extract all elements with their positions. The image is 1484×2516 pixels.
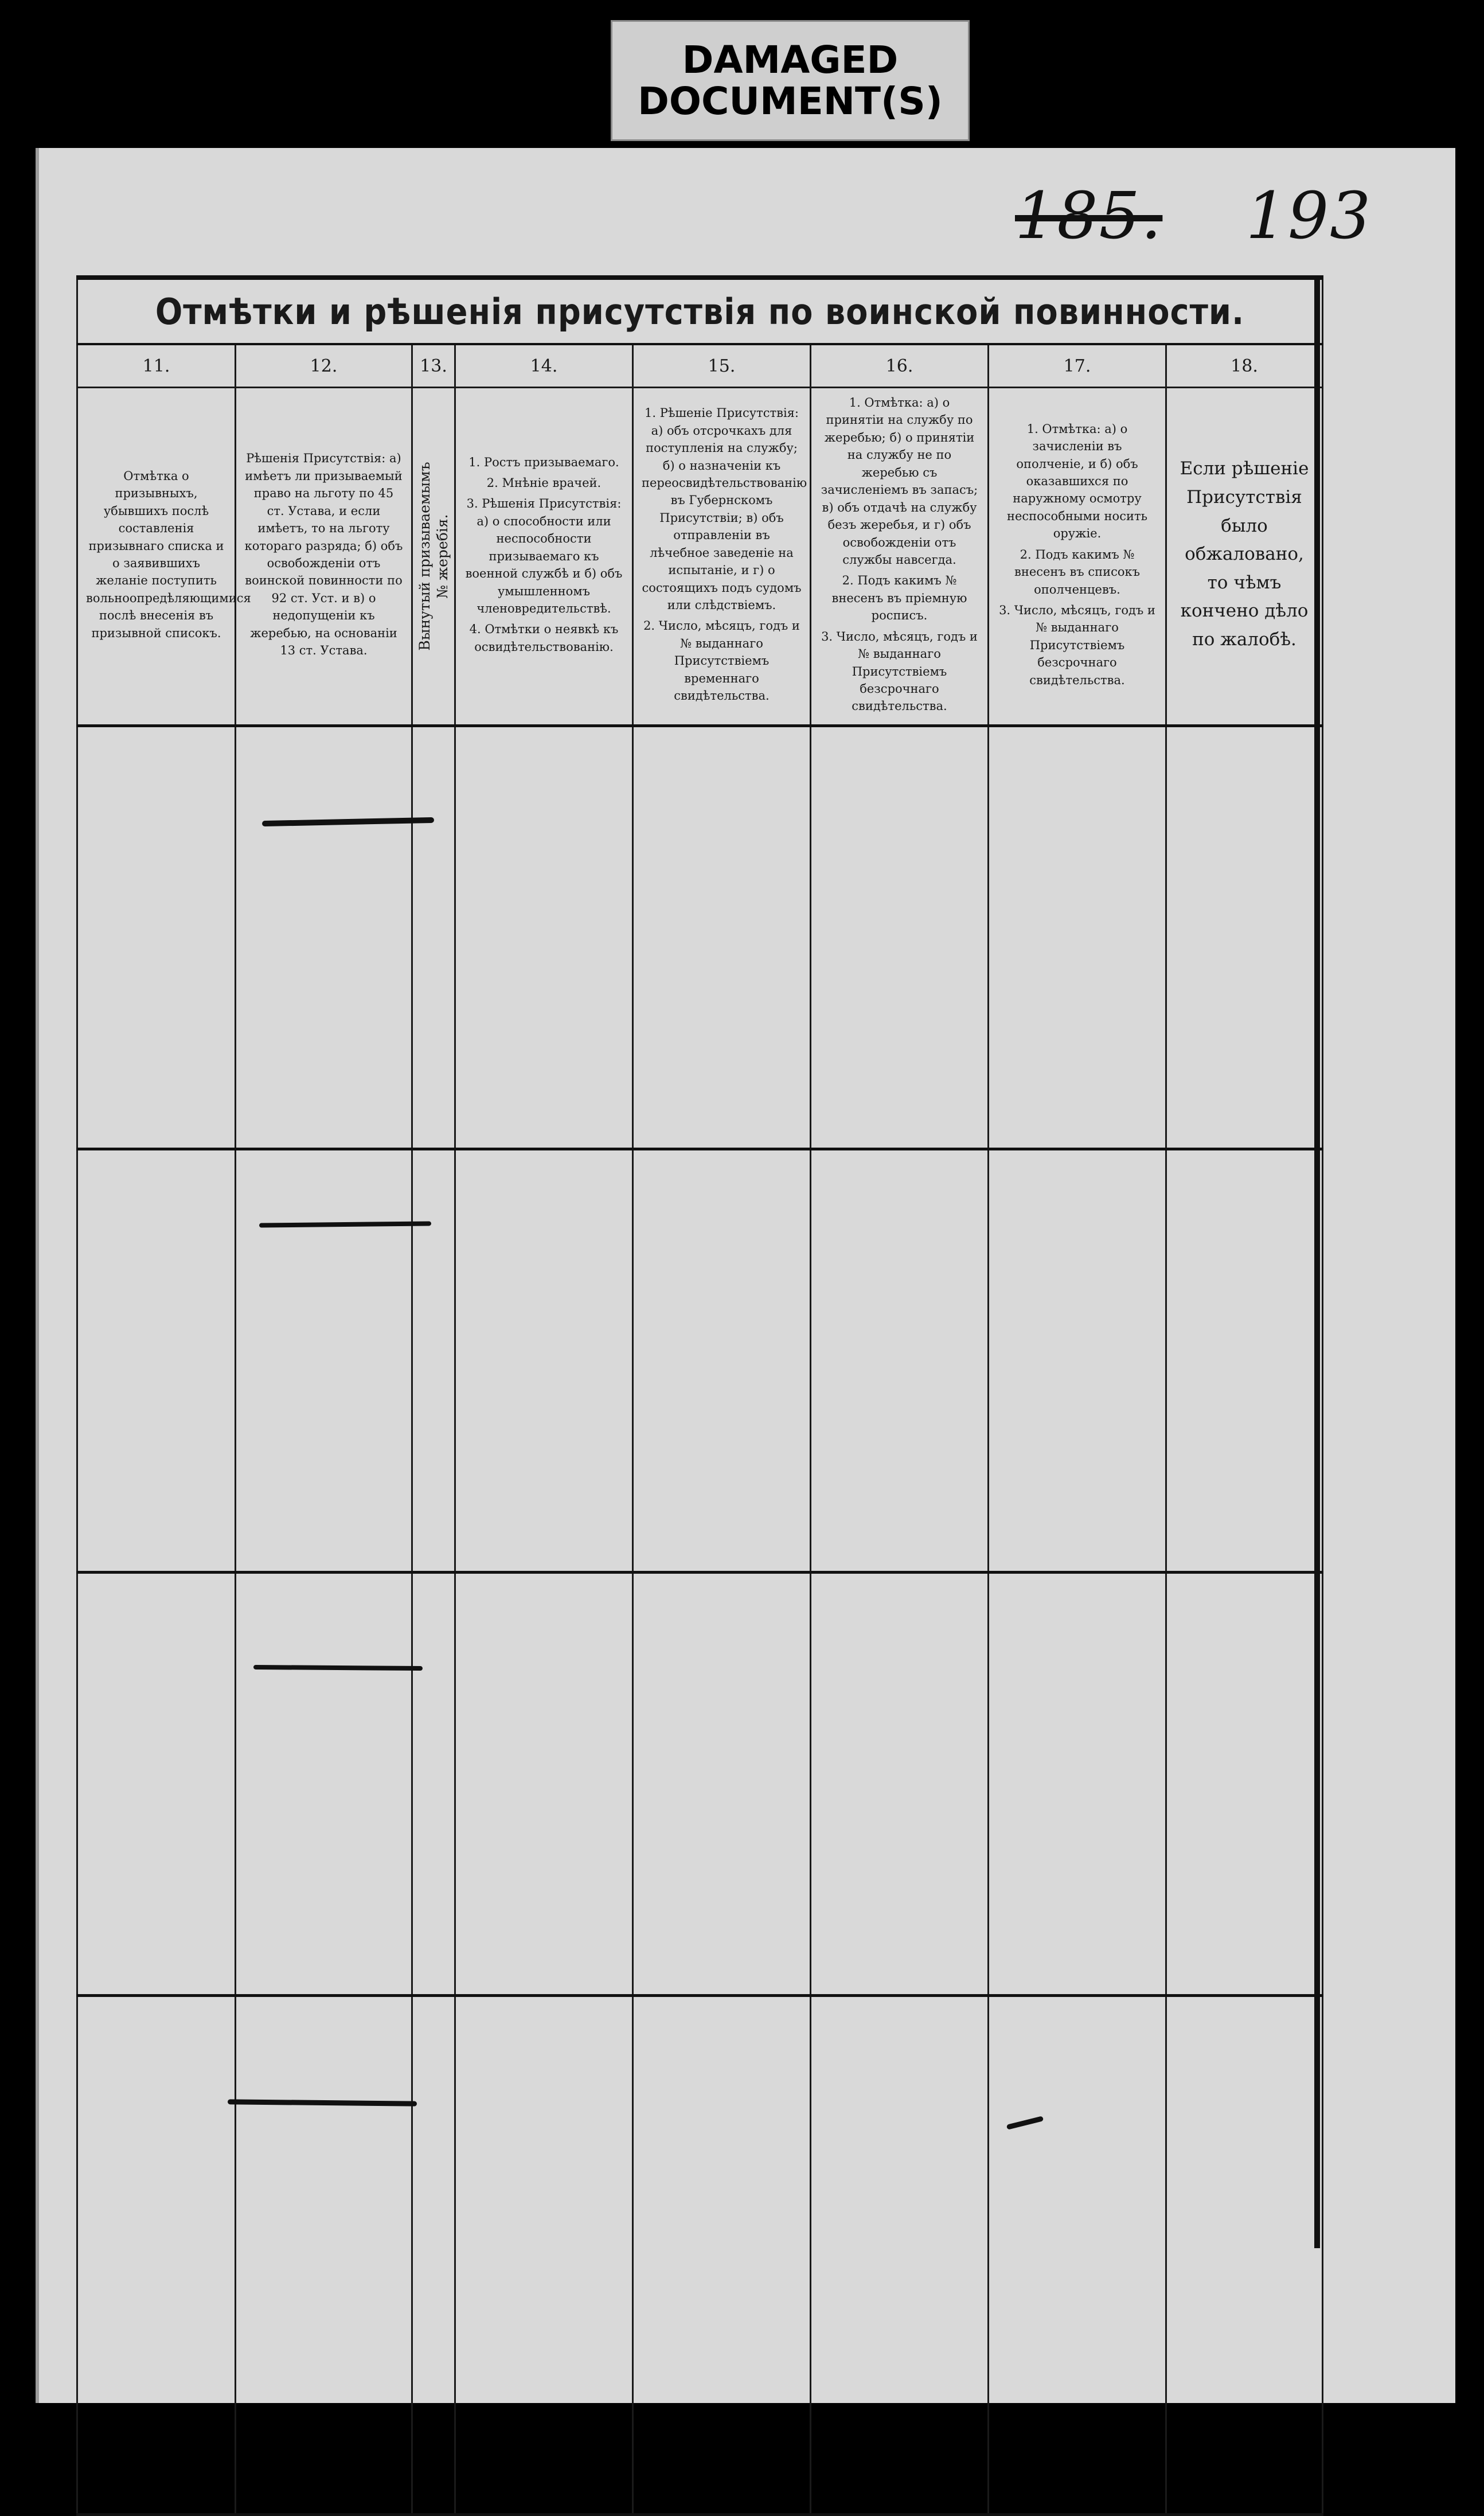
table-cell [1166, 1995, 1323, 2514]
column-number-row [77, 344, 1323, 388]
col-num-11: 11. [77, 344, 236, 388]
col-desc-13-line-2: № жеребія. [434, 514, 451, 599]
table-cell [989, 1149, 1166, 1572]
column-description-row [77, 388, 1323, 726]
col-desc-18 [1166, 388, 1323, 726]
col-desc-11-text: Отмѣтка о призывныхъ, убывшихъ послѣ составленія призывнаго списка и о заявившихъ желаніе поступить вольноопредѣляющимися послѣ внесенія въ призывной списокъ. [86, 469, 251, 640]
table-title: Отмѣтки и рѣшенія присутствія по воинской повинности. [77, 278, 1323, 344]
table-row [77, 1572, 1323, 1995]
table-cell [455, 1995, 633, 2514]
table-cell [236, 1149, 412, 1572]
handwritten-dash [228, 2099, 417, 2106]
col-desc-13 [412, 388, 455, 726]
table-cell [412, 1572, 455, 1995]
table-cell [633, 1995, 811, 2514]
handwritten-mark [1006, 2116, 1044, 2129]
col-desc-12-text: Рѣшенія Присутствія: а) имѣетъ ли призываемый право на льготу по 45 ст. Устава, и если имѣетъ, то на льготу котораго разряда; б) объ освобожденіи отъ воинской повинности по 92 ст. Уст. и в) о недопущеніи къ жеребью, на основаніи 13 ст. Устава. [244, 451, 403, 658]
col-desc-14-item-2: 2. Мнѣніе врачей. [486, 475, 602, 490]
table-cell [989, 1572, 1166, 1995]
col-desc-17-item-2: 2. Подъ какимъ № внесенъ въ списокъ ополченцевъ. [1014, 547, 1140, 596]
col-desc-16 [811, 388, 989, 726]
handwritten-dash [259, 1221, 431, 1227]
table-row [77, 1149, 1323, 1572]
col-desc-14-item-1: 1. Ростъ призываемаго. [468, 455, 619, 469]
table-cell [989, 1995, 1166, 2514]
col-desc-14-item-3: 3. Рѣшенія Присутствія: а) о способности или неспособности призываемаго къ военной службѣ и б) объ умышленномъ членовредительствѣ. [465, 497, 623, 616]
folio-old: 185. [1015, 179, 1163, 253]
table-cell [77, 1572, 236, 1995]
table-cell [236, 725, 412, 1149]
col-desc-13-line-1: Вынутый призываемымъ [416, 462, 433, 651]
handwritten-dash [262, 817, 434, 826]
col-desc-15-item-1: 1. Рѣшеніе Присутствія: а) объ отсрочкахъ для поступленія на службу; б) о назначеніи къ переосвидѣтельствованію въ Губернскомъ Присутствіи; в) объ отправленіи въ лѣчебное заведеніе на испытаніе, и г) о состоящихъ подъ судомъ или слѣдствіемъ. [642, 406, 807, 613]
table-cell [811, 1572, 989, 1995]
table-cell [989, 725, 1166, 1149]
col-desc-14 [455, 388, 633, 726]
table-cell [811, 1995, 989, 2514]
table-row [77, 1995, 1323, 2514]
table-cell [633, 725, 811, 1149]
col-desc-17 [989, 388, 1166, 726]
col-desc-14-item-4: 4. Отмѣтки о неявкѣ къ освидѣтельствованію. [469, 622, 619, 654]
col-desc-12 [236, 388, 412, 726]
ledger-table [76, 275, 1323, 2516]
table-cell [412, 1995, 455, 2514]
col-num-18: 18. [1166, 344, 1323, 388]
table-cell [236, 1995, 412, 2514]
col-desc-18-text: Если рѣшеніе Присутствія было обжаловано, то чѣмъ кончено дѣло по жалобѣ. [1180, 458, 1309, 650]
table-cell [455, 725, 633, 1149]
stamp-line-1: DAMAGED [682, 38, 899, 83]
col-desc-16-item-1: 1. Отмѣтка: а) о принятіи на службу по жеребью; б) о принятіи на службу не по жеребью съ зачисленіемъ въ запасъ; в) объ отдачѣ на службу безъ жеребья, и г) объ освобожденіи отъ службы навсегда. [821, 396, 978, 567]
col-num-14: 14. [455, 344, 633, 388]
col-desc-17-item-3: 3. Число, мѣсяцъ, годъ и № выданнаго Присутствіемъ безсрочнаго свидѣтельства. [999, 603, 1155, 687]
table-cell [1166, 1149, 1323, 1572]
damaged-document-stamp [611, 20, 970, 141]
table-cell [77, 1995, 236, 2514]
table-cell [1166, 1572, 1323, 1995]
col-desc-15 [633, 388, 811, 726]
folio-numbers [1015, 179, 1372, 253]
table-cell [633, 1572, 811, 1995]
table-cell [1166, 725, 1323, 1149]
stamp-line-2: DOCUMENT(S) [638, 79, 943, 123]
table-cell [455, 1572, 633, 1995]
col-desc-17-item-1: 1. Отмѣтка: а) о зачисленіи въ ополченіе, и б) объ оказавшихся по наружному осмотру неспособными носить оружіе. [1006, 422, 1148, 541]
folio-new: 193 [1245, 179, 1372, 253]
col-desc-16-item-3: 3. Число, мѣсяцъ, годъ и № выданнаго Присутствіемъ безсрочнаго свидѣтельства. [821, 629, 978, 713]
table-cell [412, 1149, 455, 1572]
col-num-15: 15. [633, 344, 811, 388]
handwritten-dash [253, 1665, 423, 1671]
col-num-16: 16. [811, 344, 989, 388]
col-num-12: 12. [236, 344, 412, 388]
table-row [77, 725, 1323, 1149]
table-cell [811, 1149, 989, 1572]
table-cell [412, 725, 455, 1149]
table-cell [455, 1149, 633, 1572]
ledger-table-wrap [76, 275, 1322, 2516]
col-num-13: 13. [412, 344, 455, 388]
table-cell [236, 1572, 412, 1995]
table-cell [77, 1149, 236, 1572]
col-num-17: 17. [989, 344, 1166, 388]
table-cell [77, 725, 236, 1149]
col-desc-11 [77, 388, 251, 726]
col-desc-15-item-2: 2. Число, мѣсяцъ, годъ и № выданнаго Присутствіемъ временнаго свидѣтельства. [643, 619, 800, 703]
col-desc-16-item-2: 2. Подъ какимъ № внесенъ въ пріемную росписъ. [831, 574, 967, 623]
table-cell [811, 725, 989, 1149]
table-right-border [1314, 275, 1320, 2248]
table-cell [633, 1149, 811, 1572]
